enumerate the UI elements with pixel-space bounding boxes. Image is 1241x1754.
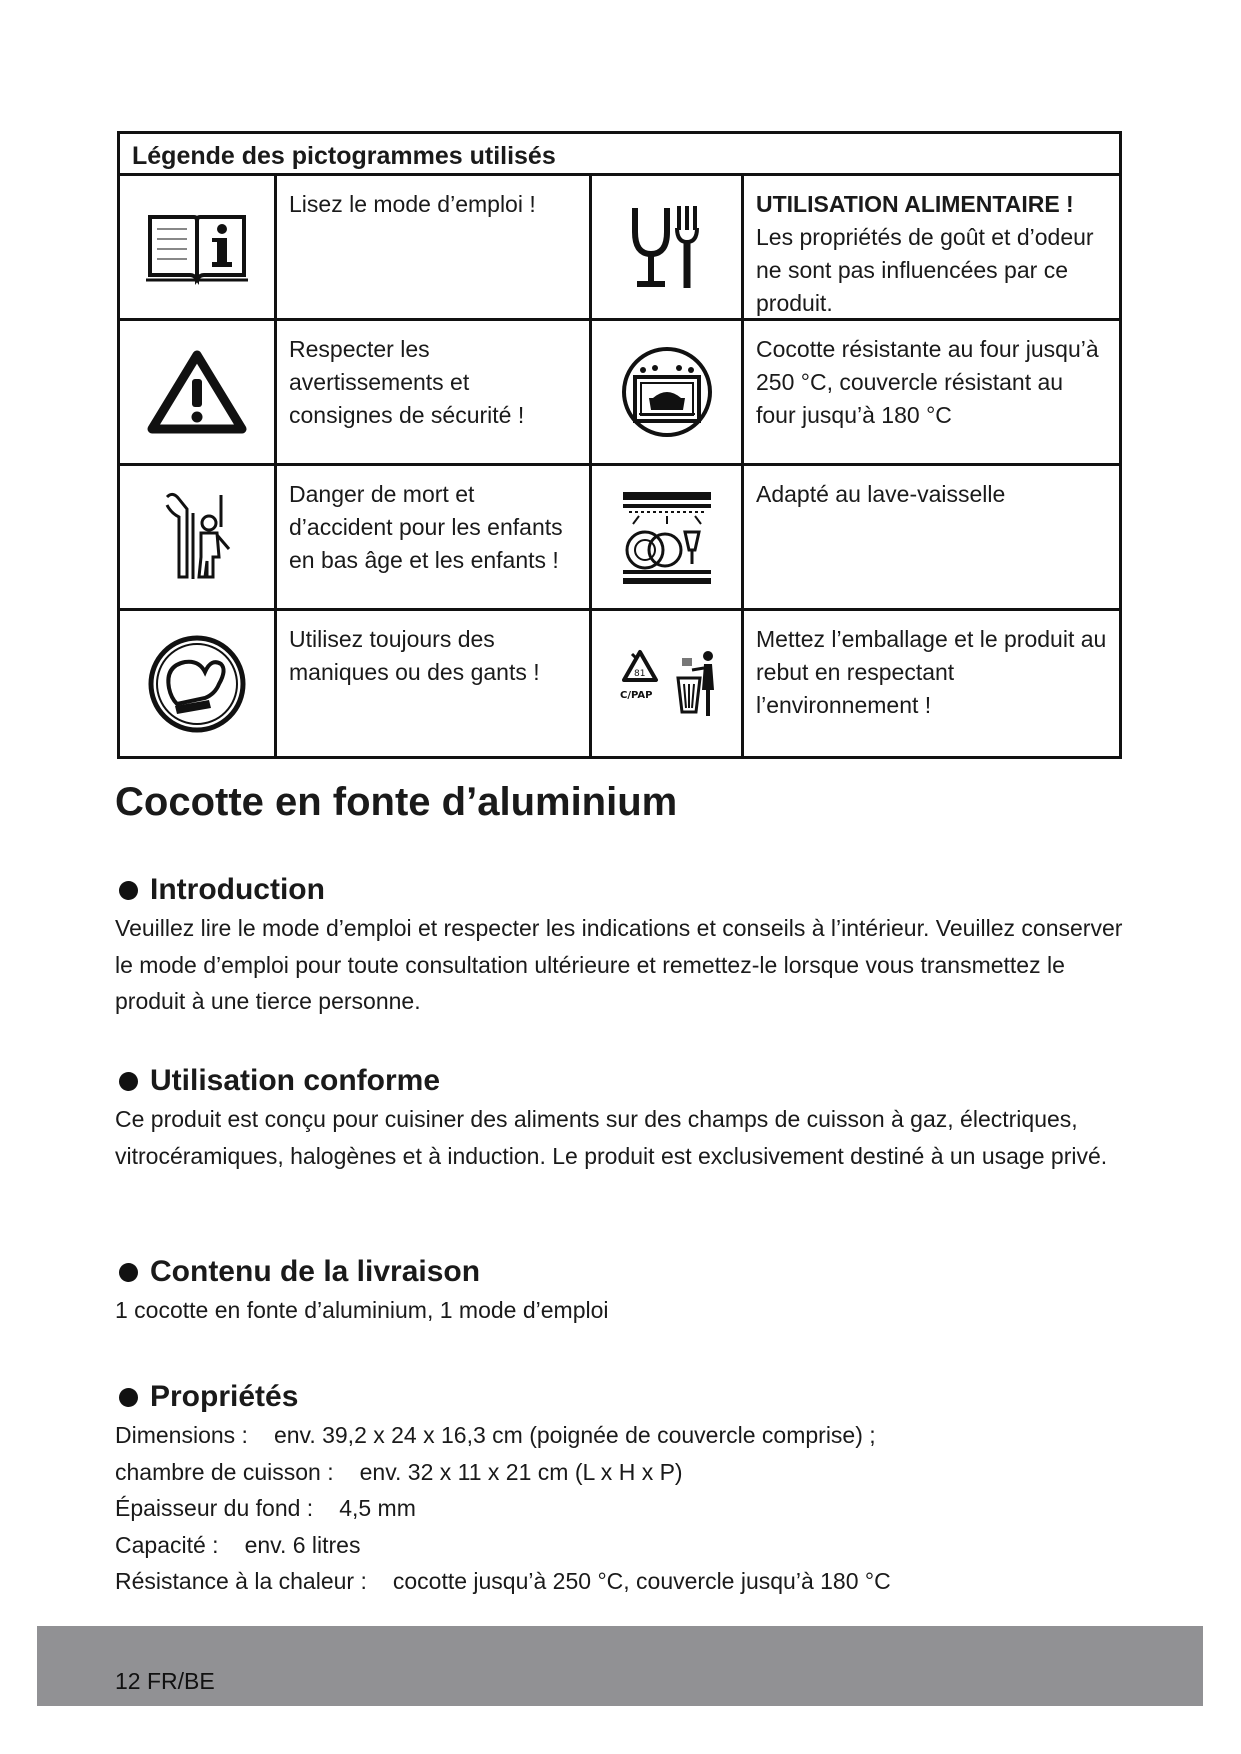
legend-disposal-text: Mettez l’emballage et le produit au rebut en respectant l’environnement !: [756, 626, 1107, 718]
property-row: [115, 1490, 1125, 1527]
bullet-icon: [119, 1388, 138, 1407]
section-heading: [115, 1377, 1125, 1417]
property-value: env. 6 litres: [244, 1531, 361, 1558]
introduction-heading: Introduction: [150, 873, 325, 906]
delivery-text: 1 cocotte en fonte d’aluminium, 1 mode d’emploi: [115, 1297, 609, 1323]
page-footer: [37, 1626, 1203, 1706]
section-heading: [115, 1252, 1125, 1292]
section-properties: [115, 1377, 1125, 1600]
section-introduction: [115, 870, 1125, 1020]
properties-heading: Propriétés: [150, 1380, 299, 1413]
property-label: Épaisseur du fond :: [115, 1495, 314, 1521]
recycle-code: 81: [633, 668, 645, 679]
property-value: env. 39,2 x 24 x 16,3 cm (poignée de couvercle comprise) ;: [273, 1422, 876, 1448]
bullet-icon: [119, 1263, 138, 1282]
legend-food-use-body: Les propriétés de goût et d’odeur ne sont pas influencées par ce produit.: [756, 224, 1094, 316]
property-value: env. 32 x 11 x 21 cm (L x H x P): [359, 1458, 683, 1485]
page-number: 12 FR/BE: [115, 1668, 215, 1694]
glass-fork-icon: [592, 176, 744, 321]
property-value: 4,5 mm: [339, 1495, 416, 1521]
oven-mitt-icon: [120, 611, 277, 756]
delivery-heading: Contenu de la livraison: [150, 1255, 481, 1288]
legend-read-manual-text: Lisez le mode d’emploi !: [277, 176, 592, 321]
property-row: [115, 1454, 1125, 1491]
oven-icon: [592, 321, 744, 466]
legend-food-use-heading: UTILISATION ALIMENTAIRE !: [756, 191, 1074, 217]
property-label: Résistance à la chaleur :: [115, 1568, 367, 1594]
bullet-icon: [119, 881, 138, 900]
introduction-text: Veuillez lire le mode d’emploi et respecter les indications et conseils à l’intérieur. Veuillez conserver le mode d’emploi pour toute consultation ultérieure et remettez-le lorsque vous transmettez le produit à une tierce personne.: [115, 915, 1123, 1014]
property-value: cocotte jusqu’à 250 °C, couvercle jusqu’à 180 °C: [392, 1568, 891, 1594]
intended-use-text: Ce produit est conçu pour cuisiner des aliments sur des champs de cuisson à gaz, électriques, vitrocéramiques, halogènes et à induction. Le produit est exclusivement destiné à un usage privé.: [115, 1106, 1108, 1169]
property-label: Capacité :: [115, 1531, 219, 1558]
section-intended-use: [115, 1061, 1125, 1174]
recycle-label: C/PAP: [619, 689, 652, 701]
property-label: chambre de cuisson :: [115, 1458, 334, 1485]
section-delivery-contents: [115, 1252, 1125, 1329]
property-row: [115, 1527, 1125, 1564]
child-danger-icon: [120, 466, 277, 611]
property-row: [115, 1417, 1125, 1454]
bullet-icon: [119, 1072, 138, 1091]
property-label: Dimensions :: [115, 1422, 248, 1448]
intended-use-heading: Utilisation conforme: [150, 1064, 441, 1097]
legend-child-danger-text: Danger de mort et d’accident pour les enfants en bas âge et les enfants !: [277, 466, 592, 611]
section-heading: [115, 870, 1125, 910]
warning-triangle-icon: [120, 321, 277, 466]
section-heading: [115, 1061, 1125, 1101]
page-title: Cocotte en fonte d’aluminium: [115, 780, 678, 824]
dishwasher-icon: [592, 466, 744, 611]
recycle-bin-icon: [592, 611, 744, 756]
legend-gloves-text: Utilisez toujours des maniques ou des gants !: [277, 611, 592, 756]
property-row: [115, 1563, 1125, 1600]
legend-title: Légende des pictogrammes utilisés: [120, 134, 1119, 176]
legend-dishwasher-text: Adapté au lave-vaisselle: [744, 466, 1119, 611]
legend-warnings-text: Respecter les avertissements et consignes de sécurité !: [277, 321, 592, 466]
book-info-icon: [120, 176, 277, 321]
legend-food-use-text: [744, 176, 1119, 321]
pictogram-legend-table: [117, 131, 1122, 759]
legend-oven-text: Cocotte résistante au four jusqu’à 250 °C, couvercle résistant au four jusqu’à 180 °C: [744, 321, 1119, 466]
